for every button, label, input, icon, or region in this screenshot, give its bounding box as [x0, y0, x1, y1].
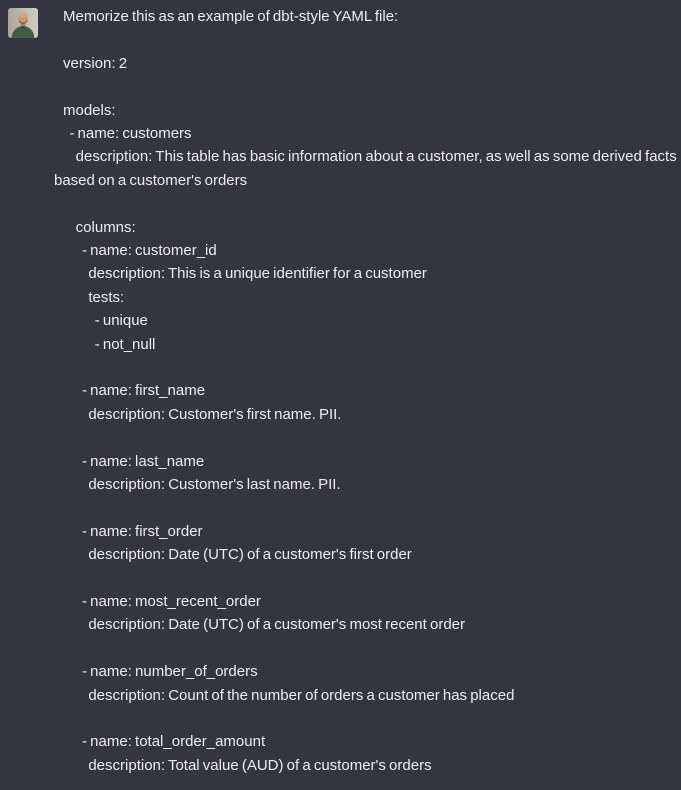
message-line: - name: customers: [63, 125, 192, 142]
message-line: [54, 426, 681, 449]
message-line: description: Date (UTC) of a customer's first order: [63, 546, 412, 564]
message-line: models:: [63, 101, 116, 119]
message-line: Memorize this as an example of dbt-style YAML file:: [63, 8, 399, 25]
message-line: [54, 496, 681, 519]
message-line: - name: number_of_orders: [63, 663, 258, 681]
message-line: columns:: [63, 218, 136, 236]
message-text: [54, 0, 681, 777]
user-photo-icon: [8, 8, 38, 38]
message-line: [54, 192, 681, 215]
message-line: - not_null: [63, 335, 156, 353]
message-line: [54, 75, 681, 98]
message-line: - name: customer_id: [63, 242, 217, 260]
message-line: description: Total value (AUD) of a customer's orders: [63, 756, 432, 774]
message-line: - name: first_order: [63, 522, 203, 540]
message-line: description: Date (UTC) of a customer's most recent order: [63, 616, 466, 634]
message-line: description: This is a unique identifier for a customer: [63, 265, 427, 283]
message-line: [54, 707, 681, 730]
message-line: [54, 356, 681, 379]
message-line: - unique: [63, 312, 148, 330]
message-line: description: Count of the number of orders a customer has placed: [63, 686, 515, 704]
message-line: [54, 567, 681, 590]
message-line: - name: last_name: [63, 452, 205, 470]
user-avatar: [8, 8, 38, 38]
message-line: description: Customer's first name. PII.: [63, 405, 342, 423]
message-line: version: 2: [63, 54, 128, 72]
message-line: description: This table has basic information about a customer, as well as some derived facts based on a customer's orders: [54, 148, 680, 189]
message-line: description: Customer's last name. PII.: [63, 476, 341, 494]
message-line: [54, 28, 681, 51]
message-line: - name: first_name: [63, 382, 206, 400]
message-line: tests:: [63, 288, 125, 306]
message-line: - name: total_order_amount: [63, 733, 266, 751]
message-line: - name: most_recent_order: [63, 593, 261, 611]
message-line: [54, 637, 681, 660]
